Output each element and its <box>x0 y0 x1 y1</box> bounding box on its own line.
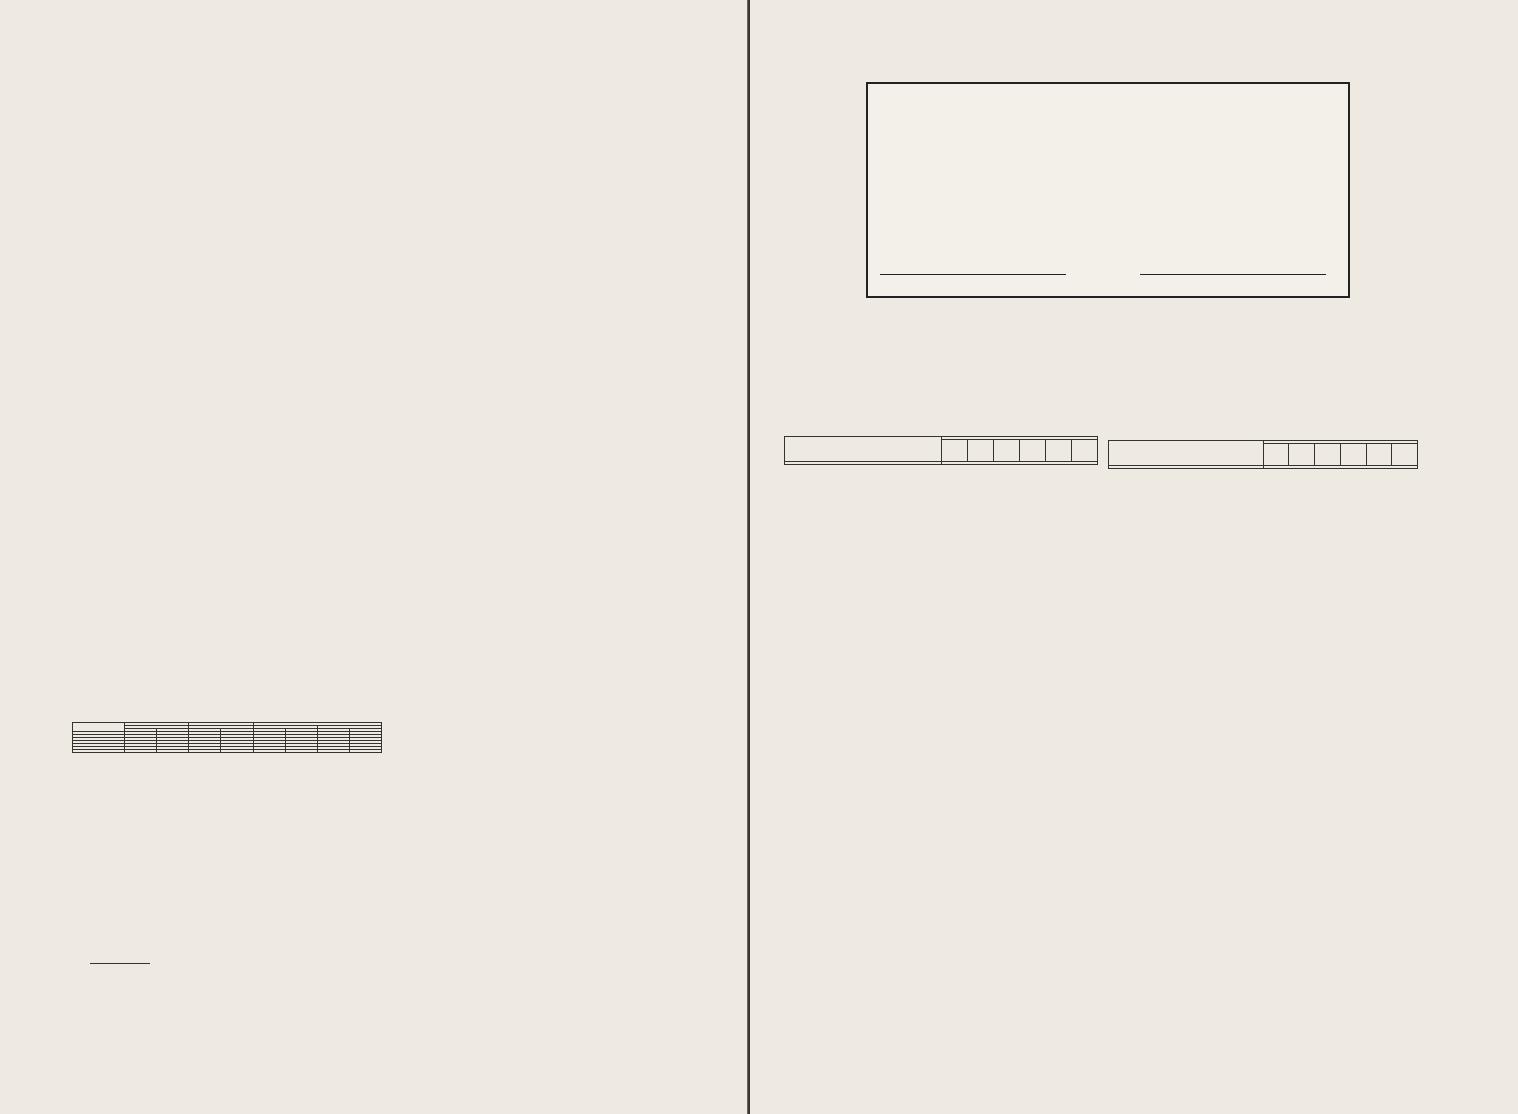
left-axis <box>880 274 1066 275</box>
left-page <box>0 0 748 1114</box>
column-header <box>1366 444 1392 466</box>
column-header <box>1263 444 1289 466</box>
column-header <box>1045 440 1071 462</box>
table-cell <box>125 750 157 753</box>
data-table <box>784 436 1098 465</box>
section-title <box>785 465 1098 466</box>
table-header <box>785 437 942 462</box>
table-cell <box>349 750 381 753</box>
column-header <box>967 440 993 462</box>
column-header <box>993 440 1019 462</box>
reich-ehedauer-table <box>784 436 1098 465</box>
section-title <box>1109 469 1418 470</box>
column-header <box>1315 444 1341 466</box>
table-header <box>73 723 125 732</box>
ehedauer-kinderzahl-chart <box>866 82 1350 298</box>
column-header <box>941 440 967 462</box>
table-row <box>73 750 382 753</box>
table-cell <box>157 750 189 753</box>
column-header <box>1392 444 1418 466</box>
table-cell <box>189 750 221 753</box>
data-table <box>1108 440 1418 469</box>
right-axis <box>1140 274 1326 275</box>
column-header <box>1340 444 1366 466</box>
table-cell <box>253 750 285 753</box>
table-cell <box>221 750 253 753</box>
table-header <box>1109 441 1264 466</box>
table-body <box>73 732 382 753</box>
grossstadt-ehedauer-table <box>1108 440 1418 469</box>
column-header <box>1289 444 1315 466</box>
column-header <box>1019 440 1045 462</box>
footnote-rule <box>90 963 150 964</box>
table-cell <box>285 750 317 753</box>
column-header <box>1071 440 1097 462</box>
children-count-table <box>72 722 382 753</box>
table-cell <box>317 750 349 753</box>
row-label <box>73 750 125 753</box>
